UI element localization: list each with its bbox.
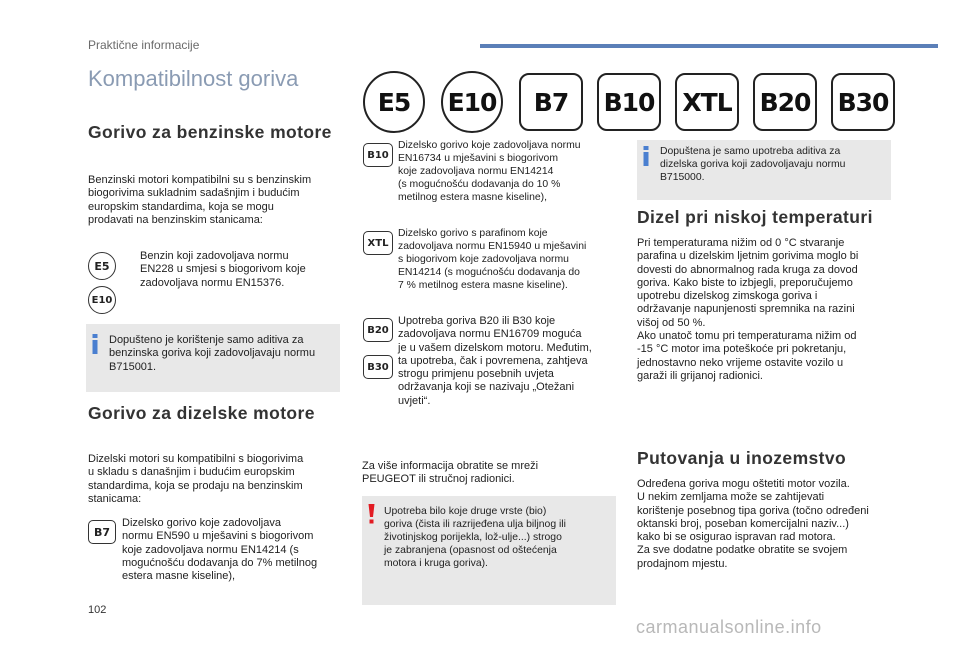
b20-b30-text: Upotreba goriva B20 ili B30 koje zadovoljava normu EN16709 moguća je u vašem dizelskom motoru. Međutim, ta upotreba, čak i povremena, zahtjeva strogu primjenu posebnih uvjeta održavanja koji se nazivaju „Otežani uvjeti“. bbox=[398, 315, 592, 407]
b7-text: Dizelsko gorivo koje zadovoljava normu EN590 u mješavini s biogorivom koje zadovoljava normu EN14214 (s mogućnošću dodavanja do 7% metilnog estera masne kiseline), bbox=[122, 517, 318, 583]
low-temp-text: Pri temperaturama nižim od 0 °C stvaranje parafina u dizelskim ljetnim gorivima moglo bi dovesti do abnormalnog rada kruga za dovod goriva. Kako biste to izbjegli, preporučujemo upotrebu dizelskog zimskoga goriva i održavanje napunjenosti spremnika na razini višoj od 50 %. Ako unatoč tomu pri temperaturama nižim od -15 °C motor ima poteškoće pri pokretanju, jednostavno neko vrijeme ostavite vozilo u garaži ili grijanoj radionici. bbox=[637, 237, 859, 382]
fuel-badge-e10: E10 bbox=[441, 71, 503, 133]
badge-b10: B10 bbox=[363, 143, 393, 167]
b10-text: Dizelsko gorivo koje zadovoljava normu EN16734 u mješavini s biogorivom koje zadovoljava normu EN14214 (s mogućnošću dodavanja do 10 % metilnog estera masne kiseline), bbox=[398, 140, 581, 203]
badge-e5: E5 bbox=[88, 252, 116, 280]
page-title: Kompatibilnost goriva bbox=[88, 66, 299, 91]
watermark: carmanualsonline.info bbox=[636, 617, 822, 637]
petrol-note-text: Dopušteno je korištenje samo aditiva za benzinska goriva koji zadovoljavaju normu B715001. bbox=[109, 334, 316, 373]
badge-xtl: XTL bbox=[363, 231, 393, 255]
diesel-intro: Dizelski motori su kompatibilni s biogorivima u skladu s današnjim i budućim europskim standardima, koja se prodaju na benzinskim stanicama: bbox=[88, 453, 304, 505]
fuel-badge-xtl: XTL bbox=[675, 73, 739, 131]
fuel-badge-e5: E5 bbox=[363, 71, 425, 133]
abroad-text: Određena goriva mogu oštetiti motor vozila. U nekim zemljama može se zahtijevati korištenje posebnog tipa goriva (točno određeni oktanski broj, poseban komercijalni naziv...) kako bi se osigurao ispravan rad motora. Za sve dodatne podatke obratite se svojem prodajnom mjestu. bbox=[637, 478, 869, 570]
fuel-badge-b7: B7 bbox=[519, 73, 583, 131]
xtl-text: Dizelsko gorivo s parafinom koje zadovoljava normu EN15940 u mješavini s biogorivom koje zadovoljava normu EN14214 (s mogućnošću dodavanja do 7 % metilnog estera masne kiseline). bbox=[398, 228, 587, 291]
fuel-badge-b30: B30 bbox=[831, 73, 895, 131]
section-header: Praktične informacije bbox=[88, 38, 200, 52]
more-info-text: Za više informacija obratite se mreži PEUGEOT ili stručnoj radionici. bbox=[362, 460, 539, 486]
warning-note-text: Upotreba bilo koje druge vrste (bio) goriva (čista ili razrijeđena ulja biljnog ili životinjskog porijekla, lož-ulje...) strogo je zabranjena (opasnost od oštećenja motora i kruga goriva). bbox=[384, 506, 566, 569]
badge-b20: B20 bbox=[363, 318, 393, 342]
badge-b30: B30 bbox=[363, 355, 393, 379]
low-temp-heading: Dizel pri niskoj temperaturi bbox=[637, 207, 873, 227]
petrol-e-text: Benzin koji zadovoljava normu EN228 u smjesi s biogorivom koje zadovoljava normu EN15376. bbox=[140, 250, 306, 289]
petrol-intro: Benzinski motori kompatibilni su s benzinskim biogorivima sukladnim sadašnjim i budućim europskim standardima, koja se mogu prodavati na benzinskim stanicama: bbox=[88, 174, 312, 226]
fuel-badge-b10: B10 bbox=[597, 73, 661, 131]
info-icon bbox=[643, 146, 649, 166]
page-number: 102 bbox=[88, 604, 107, 616]
fuel-badge-b20: B20 bbox=[753, 73, 817, 131]
petrol-heading: Gorivo za benzinske motore bbox=[88, 122, 332, 142]
info-icon bbox=[92, 334, 98, 354]
abroad-heading: Putovanja u inozemstvo bbox=[637, 448, 847, 468]
header-bar bbox=[480, 44, 938, 48]
warning-icon bbox=[368, 504, 375, 524]
badge-b7: B7 bbox=[88, 520, 116, 544]
badge-e10: E10 bbox=[88, 286, 116, 314]
diesel-heading: Gorivo za dizelske motore bbox=[88, 403, 315, 423]
diesel-note-text: Dopuštena je samo upotreba aditiva za dizelska goriva koji zadovoljavaju normu B715000. bbox=[660, 146, 846, 183]
